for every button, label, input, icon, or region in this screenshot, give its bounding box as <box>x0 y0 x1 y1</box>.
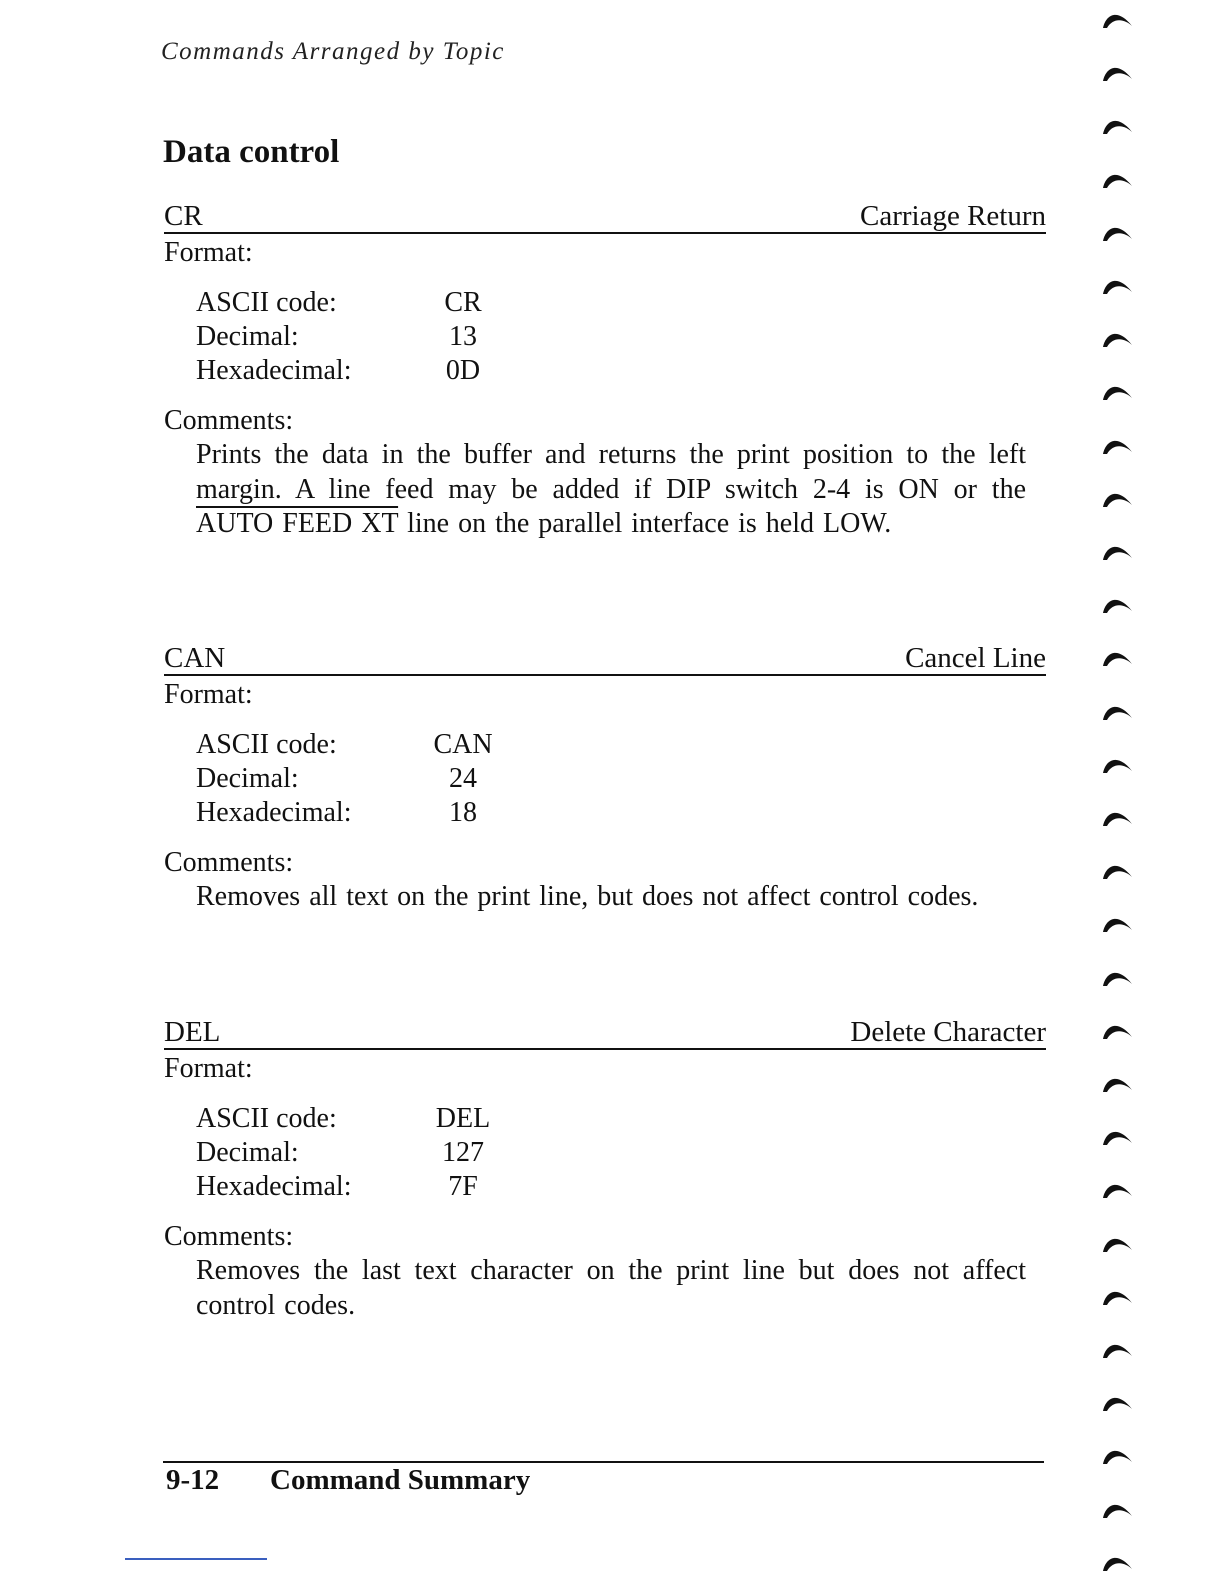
binding-hole <box>1098 59 1138 85</box>
entry-header <box>164 1012 1046 1050</box>
binding-hole <box>1098 804 1138 830</box>
binding-hole <box>1098 1389 1138 1415</box>
binding-hole <box>1098 432 1138 458</box>
format-key: Hexadecimal: <box>196 355 352 386</box>
comments-text: Removes the last text character on the print line but does not affect control codes. <box>196 1255 1026 1321</box>
format-row-ascii <box>196 286 1046 320</box>
command-code: DEL <box>164 1016 221 1048</box>
entry-header <box>164 638 1046 676</box>
format-row-hex <box>196 796 1046 830</box>
scan-mark <box>125 1558 267 1560</box>
comments-text: Removes all text on the print line, but does not affect control codes. <box>196 881 979 912</box>
binding-hole <box>1098 166 1138 192</box>
format-key: Decimal: <box>196 763 299 794</box>
comments-text-part: line on the parallel interface is held LOW. <box>398 508 892 539</box>
format-value: 127 <box>442 1137 484 1168</box>
format-table <box>196 286 1046 388</box>
format-key: Decimal: <box>196 1137 299 1168</box>
comments-text-part: Prints the data in the buffer and returns the print position to the left margin. A line feed may be added if DIP switch 2-4 is ON or the <box>196 439 1026 505</box>
format-value: 7F <box>448 1171 478 1202</box>
format-value: 13 <box>449 321 477 352</box>
format-table <box>196 728 1046 830</box>
binding-hole <box>1098 325 1138 351</box>
binding-hole <box>1098 219 1138 245</box>
format-value: DEL <box>435 1103 491 1134</box>
binding-hole <box>1098 857 1138 883</box>
comments-label: Comments: <box>164 405 294 436</box>
command-name: Carriage Return <box>859 200 1046 232</box>
binding-hole <box>1098 112 1138 138</box>
page-footer <box>166 1461 530 1499</box>
entry-del <box>164 1012 1046 1323</box>
binding-hole <box>1098 964 1138 990</box>
binding-hole <box>1098 1496 1138 1522</box>
format-row-decimal <box>196 320 1046 354</box>
binding-hole <box>1098 272 1138 298</box>
format-label: Format: <box>164 679 253 710</box>
binding-hole <box>1098 1123 1138 1149</box>
command-code: CR <box>164 200 203 232</box>
comments-label: Comments: <box>164 847 294 878</box>
format-label: Format: <box>164 237 253 268</box>
format-value: 0D <box>445 355 481 386</box>
command-name: Delete Character <box>850 1016 1046 1048</box>
page-number: 9-12 <box>166 1464 220 1496</box>
format-key: Hexadecimal: <box>196 797 352 828</box>
binding-hole <box>1098 538 1138 564</box>
binding-hole <box>1098 1336 1138 1362</box>
format-key: ASCII code: <box>196 287 337 318</box>
format-value: 24 <box>449 763 477 794</box>
comments-label: Comments: <box>164 1221 294 1252</box>
binding-hole <box>1098 644 1138 670</box>
format-row-hex <box>196 1170 1046 1204</box>
format-value: CAN <box>433 729 493 760</box>
binding-hole <box>1098 591 1138 617</box>
format-key: Hexadecimal: <box>196 1171 352 1202</box>
binding-hole <box>1098 1549 1138 1575</box>
comments-text <box>196 438 1026 542</box>
chapter-title: Command Summary <box>270 1464 531 1496</box>
format-table <box>196 1102 1046 1204</box>
binding-hole <box>1098 485 1138 511</box>
command-code: CAN <box>164 642 226 674</box>
binding-hole <box>1098 6 1138 32</box>
running-head: Commands Arranged by Topic <box>161 38 505 65</box>
format-value: CR <box>444 287 482 318</box>
format-row-ascii <box>196 728 1046 762</box>
format-row-hex <box>196 354 1046 388</box>
entry-header <box>164 196 1046 234</box>
format-label: Format: <box>164 1053 253 1084</box>
binding-hole <box>1098 751 1138 777</box>
command-name: Cancel Line <box>905 642 1046 674</box>
format-key: Decimal: <box>196 321 299 352</box>
format-key: ASCII code: <box>196 1103 337 1134</box>
format-row-ascii <box>196 1102 1046 1136</box>
binding-hole <box>1098 1070 1138 1096</box>
binding-hole <box>1098 1017 1138 1043</box>
format-row-decimal <box>196 1136 1046 1170</box>
binding-hole <box>1098 1230 1138 1256</box>
binding-hole <box>1098 910 1138 936</box>
format-value: 18 <box>449 797 477 828</box>
spiral-binding <box>1098 0 1144 1584</box>
entry-cr <box>164 196 1046 542</box>
binding-hole <box>1098 378 1138 404</box>
binding-hole <box>1098 1283 1138 1309</box>
binding-hole <box>1098 1176 1138 1202</box>
section-title: Data control <box>163 134 340 170</box>
binding-hole <box>1098 698 1138 724</box>
format-key: ASCII code: <box>196 729 337 760</box>
signal-name-overlined: AUTO FEED XT <box>196 508 399 539</box>
format-row-decimal <box>196 762 1046 796</box>
entry-can <box>164 638 1046 915</box>
binding-hole <box>1098 1442 1138 1468</box>
